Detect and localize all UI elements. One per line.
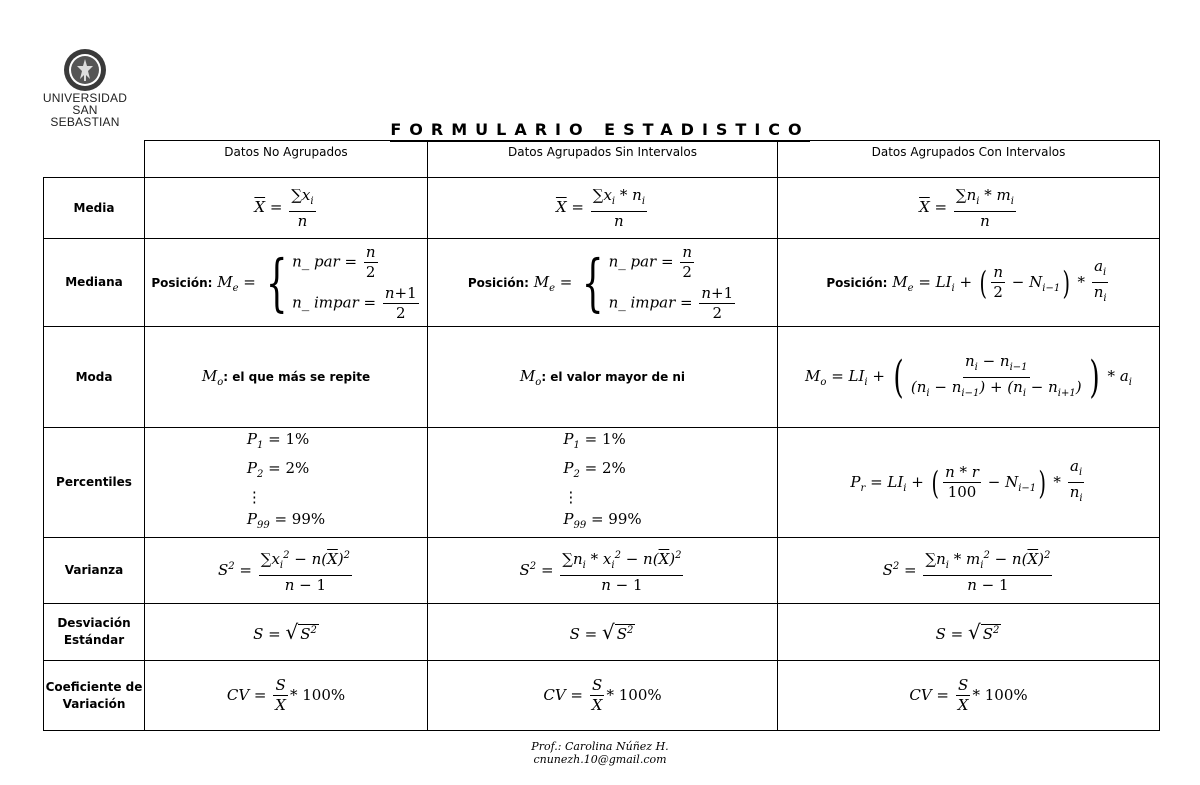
row-label-media: Media bbox=[44, 178, 145, 239]
formula-table bbox=[43, 140, 1160, 731]
mediana-formula-sin-intervalos: Posición: $M_e$ = { n_ par = $\frac{n}{2}$ n_ impar = $\frac{n+1}{2}$ bbox=[428, 239, 778, 327]
cv-formula-no-agrupados: CV = $\frac{S}{X}$ * 100% bbox=[145, 661, 428, 731]
posicion-label: Posición: bbox=[467, 275, 529, 290]
logo-line-2: SAN SEBASTIAN bbox=[50, 103, 120, 129]
footer bbox=[0, 740, 1200, 766]
moda-formula-no-agrupados: $M_o$: el que más se repite bbox=[145, 327, 428, 428]
row-label-varianza: Varianza bbox=[44, 538, 145, 604]
mediana-formula-con-intervalos: Posición: $M_e = LI_i$ + ( $\frac{n}{2}$ − $N_{i-1}$) * $\frac{a_i}{n_i}$ bbox=[778, 239, 1160, 327]
varianza-formula-no-agrupados: $S^2$ = $\frac{\sum x_i^2 - n(\overline{X})^2}{n - 1}$ bbox=[145, 538, 428, 604]
row-label-mediana: Mediana bbox=[44, 239, 145, 327]
varianza-formula-con-intervalos: $S^2$ = $\frac{\sum n_i * m_i^2 - n(\overline{X})^2}{n - 1}$ bbox=[778, 538, 1160, 604]
header-row bbox=[44, 141, 1160, 178]
media-formula-no-agrupados: $\overline{X}$ = $\frac{\sum x_i}{n}$ bbox=[145, 178, 428, 239]
corner-cell bbox=[44, 141, 145, 178]
university-logo bbox=[40, 48, 130, 128]
footer-author: Prof.: Carolina Núñez H. bbox=[531, 740, 669, 753]
desviacion-formula-no-agrupados: S = √ $S^2$ bbox=[145, 604, 428, 661]
col-header-sin-intervalos: Datos Agrupados Sin Intervalos bbox=[428, 141, 778, 178]
table-row bbox=[44, 428, 1160, 538]
media-formula-con-intervalos: $\overline{X}$ = $\frac{\sum n_i * m_i}{n}$ bbox=[778, 178, 1160, 239]
posicion-label: Posición: bbox=[826, 275, 888, 290]
page-title: FORMULARIO ESTADISTICO bbox=[0, 120, 1200, 139]
mediana-formula-no-agrupados: Posición: $M_e$ = { n_ par = $\frac{n}{2}$ n_ impar = $\frac{n+1}{2}$ bbox=[145, 239, 428, 327]
desviacion-formula-sin-intervalos: S = √ $S^2$ bbox=[428, 604, 778, 661]
col-header-no-agrupados: Datos No Agrupados bbox=[145, 141, 428, 178]
percentiles-formula-con-intervalos: $P_r = LI_i$ + ( $\frac{n * r}{100}$ − $N_{i-1}$) * $\frac{a_i}{n_i}$ bbox=[778, 428, 1160, 538]
desviacion-formula-con-intervalos: S = √ $S^2$ bbox=[778, 604, 1160, 661]
logo-line-1: UNIVERSIDAD bbox=[42, 91, 128, 105]
university-seal-icon bbox=[63, 48, 107, 92]
table-row bbox=[44, 327, 1160, 428]
table-row bbox=[44, 661, 1160, 731]
table-row bbox=[44, 538, 1160, 604]
row-label-moda: Moda bbox=[44, 327, 145, 428]
row-label-percentiles: Percentiles bbox=[44, 428, 145, 538]
table-row bbox=[44, 178, 1160, 239]
footer-email: cnunezh.10@gmail.com bbox=[533, 753, 667, 766]
percentiles-formula-no-agrupados: $P_1 = 1\%$ $P_2 = 2\%$ ⋮ $P_{99} = 99\%$ bbox=[145, 428, 428, 538]
cv-formula-con-intervalos: CV = $\frac{S}{X}$ * 100% bbox=[778, 661, 1160, 731]
col-header-con-intervalos: Datos Agrupados Con Intervalos bbox=[778, 141, 1160, 178]
table-row bbox=[44, 239, 1160, 327]
varianza-formula-sin-intervalos: $S^2$ = $\frac{\sum n_i * x_i^2 - n(\overline{X})^2}{n - 1}$ bbox=[428, 538, 778, 604]
percentiles-formula-sin-intervalos: $P_1 = 1\%$ $P_2 = 2\%$ ⋮ $P_{99} = 99\%$ bbox=[428, 428, 778, 538]
cv-formula-sin-intervalos: CV = $\frac{S}{X}$ * 100% bbox=[428, 661, 778, 731]
row-label-coeficiente: Coeficiente de Variación bbox=[44, 661, 145, 731]
moda-formula-con-intervalos: $M_o = LI_i$ + ( $\frac{n_i - n_{i-1}}{(n_i - n_{i-1}) + (n_i - n_{i+1})}$ ) * $a_i$ bbox=[778, 327, 1160, 428]
moda-formula-sin-intervalos: $M_o$: el valor mayor de ni bbox=[428, 327, 778, 428]
row-label-desviacion: Desviación Estándar bbox=[44, 604, 145, 661]
table-row bbox=[44, 604, 1160, 661]
posicion-label: Posición: bbox=[151, 275, 213, 290]
media-formula-sin-intervalos: $\overline{X}$ = $\frac{\sum x_i * n_i}{n}$ bbox=[428, 178, 778, 239]
